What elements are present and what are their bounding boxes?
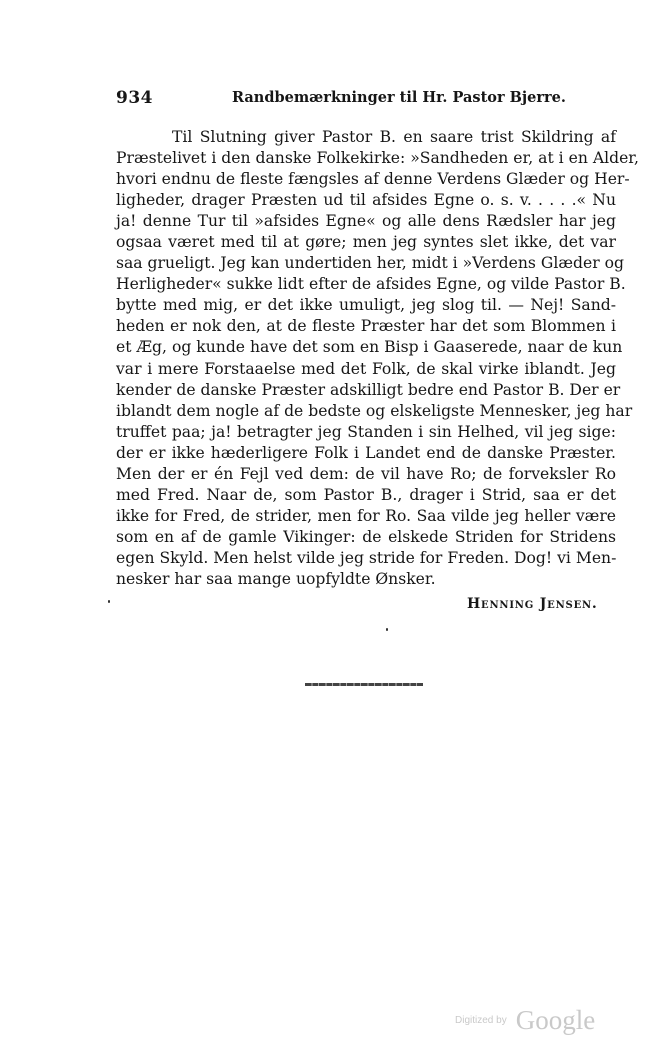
page-number: 934 bbox=[116, 88, 153, 108]
text-line: truffet paa; ja! betragter jeg Standen i sin Helhed, vil jeg sige: bbox=[116, 422, 616, 441]
text-line: iblandt dem nogle af de bedste og elskeligste Mennesker, jeg har bbox=[116, 401, 633, 420]
text-line: saa grueligt. Jeg kan undertiden her, midt i »Verdens Glæder og bbox=[116, 254, 624, 273]
text-line: med Fred. Naar de, som Pastor B., drager i Strid, saa er det bbox=[116, 485, 616, 504]
text-line: Herligheder« sukke lidt efter de afsides Egne, og vilde Pastor B. bbox=[116, 275, 626, 294]
text-line: bytte med mig, er det ikke umuligt, jeg slog til. — Nej! Sand- bbox=[116, 296, 616, 315]
text-line: heden er nok den, at de fleste Præster har det som Blommen i bbox=[116, 317, 616, 336]
text-line: ogsaa været med til at gøre; men jeg syntes slet ikke, det var bbox=[116, 233, 616, 252]
text-line: kender de danske Præster adskilligt bedre end Pastor B. Der er bbox=[116, 380, 621, 399]
signature: Henning Jensen. bbox=[467, 596, 598, 612]
text-line: som en af de gamle Vikinger: de elskede Striden for Stridens bbox=[116, 527, 616, 546]
text-line: Præstelivet i den danske Folkekirke: »Sandheden er, at i en Alder, bbox=[116, 149, 640, 168]
text-line: ligheder, drager Præsten ud til afsides Egne o. s. v. . . . .« Nu bbox=[116, 191, 616, 210]
section-end-rule bbox=[305, 683, 423, 686]
text-line: nesker har saa mange uopfyldte Ønsker. bbox=[116, 569, 436, 588]
text-line: der er ikke hæderligere Folk i Landet end de danske Præster. bbox=[116, 443, 616, 462]
text-line: Men der er én Fejl ved dem: de vil have Ro; de forveksler Ro bbox=[116, 464, 616, 483]
page-header bbox=[116, 88, 586, 110]
scan-speck bbox=[386, 628, 388, 631]
text-line: hvori endnu de fleste fængsles af denne Verdens Glæder og Her- bbox=[116, 170, 630, 189]
text-line: et Æg, og kunde have det som en Bisp i Gaaserede, naar de kun bbox=[116, 338, 623, 357]
running-title: Randbemærkninger til Hr. Pastor Bjerre. bbox=[232, 89, 566, 106]
text-line: ikke for Fred, de strider, men for Ro. Saa vilde jeg heller være bbox=[116, 506, 616, 525]
text-line: var i mere Forstaaelse med det Folk, de skal virke iblandt. Jeg bbox=[116, 359, 616, 378]
text-line: egen Skyld. Men helst vilde jeg stride for Freden. Dog! vi Men- bbox=[116, 548, 617, 567]
watermark-prefix: Digitized by bbox=[455, 1015, 507, 1026]
body-text bbox=[116, 127, 640, 590]
digitization-watermark bbox=[455, 1005, 595, 1036]
text-line: Til Slutning giver Pastor B. en saare trist Skildring af bbox=[172, 128, 616, 146]
scan-speck bbox=[108, 600, 110, 603]
text-line: ja! denne Tur til »afsides Egne« og alle dens Rædsler har jeg bbox=[116, 212, 616, 231]
google-logo: Google bbox=[515, 1005, 596, 1035]
